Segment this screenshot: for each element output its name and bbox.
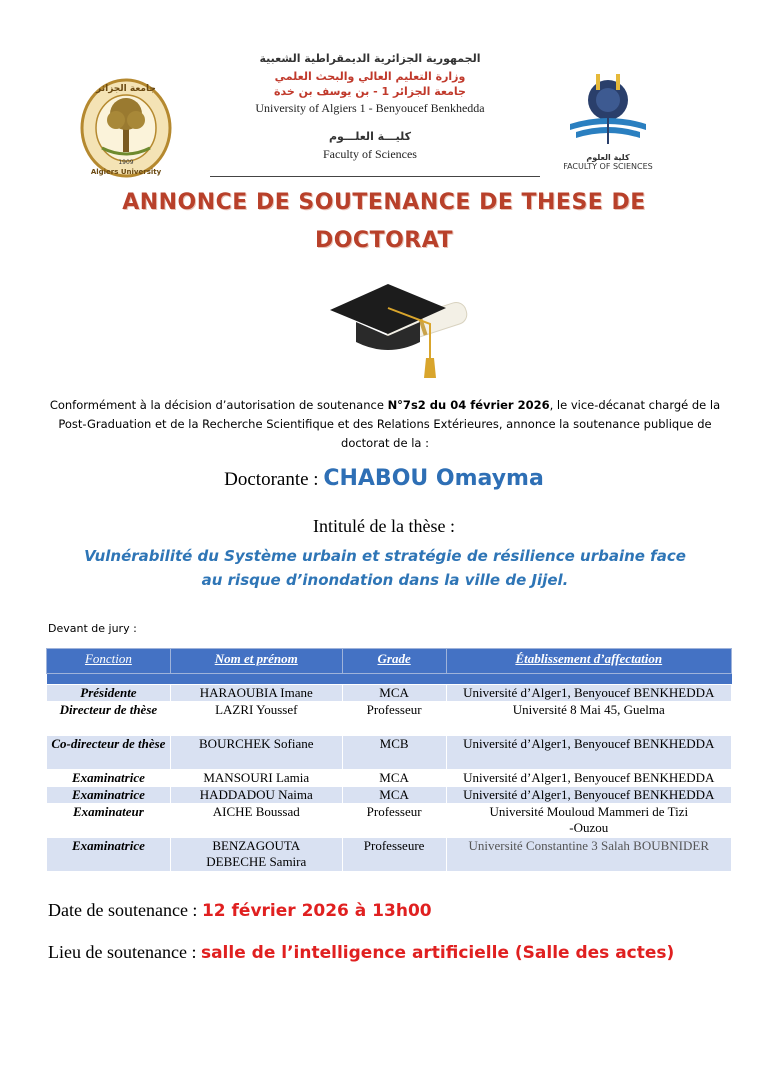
jury-nom: AICHE Boussad — [170, 804, 342, 838]
date-line — [48, 900, 432, 921]
jury-fonction: Examinatrice — [47, 770, 171, 787]
table-row — [47, 702, 732, 736]
jury-etablissement: Université d’Alger1, Benyoucef BENKHEDDA — [446, 787, 731, 804]
jury-intro: Devant de jury : — [48, 622, 137, 635]
jury-grade: MCA — [342, 770, 446, 787]
header-spacer — [47, 674, 732, 685]
header-arabic-faculty: كليـــة العلـــوم — [329, 130, 411, 143]
jury-fonction: Directeur de thèse — [47, 702, 171, 736]
jury-fonction: Examinatrice — [47, 787, 171, 804]
jury-grade: Professeur — [342, 702, 446, 736]
jury-nom: HADDADOU Naima — [170, 787, 342, 804]
jury-grade: MCB — [342, 736, 446, 770]
logo-left-text-top: جامعة الجزائر — [96, 84, 156, 94]
jury-etablissement: Université d’Alger1, Benyoucef BENKHEDDA — [446, 685, 731, 702]
jury-fonction: Co-directeur de thèse — [47, 736, 171, 770]
doctorante-name: CHABOU Omayma — [323, 466, 544, 491]
table-row — [47, 804, 732, 838]
jury-etablissement: Université Constantine 3 Salah BOUBNIDER — [446, 838, 731, 872]
header-etablissement: Établissement d’affectation — [446, 649, 731, 674]
lieu-value: salle de l’intelligence artificielle (Salle des actes) — [200, 943, 675, 963]
jury-table — [46, 648, 732, 872]
table-row — [47, 736, 732, 770]
jury-etablissement: Université d’Alger1, Benyoucef BENKHEDDA — [446, 770, 731, 787]
thesis-title — [50, 544, 720, 592]
table-row — [47, 685, 732, 702]
header-divider — [210, 176, 540, 177]
decision-number: N°7s2 du 04 février 2026 — [387, 398, 550, 412]
jury-nom: HARAOUBIA Imane — [170, 685, 342, 702]
lieu-label: Lieu de soutenance : — [48, 942, 201, 962]
doctorante-label: Doctorante : — [224, 469, 324, 490]
doctorante-line — [0, 466, 768, 491]
lieu-line — [48, 942, 674, 963]
intro-part2: , le vice-décanat chargé de la Post-Graduation et de la Recherche Scientifique et des Relations Extérieures, annonce la soutenance publique de doctorat de la : — [58, 398, 721, 450]
logo-left-text-bottom: Algiers University — [90, 168, 162, 176]
jury-nom: LAZRI Youssef — [170, 702, 342, 736]
header-university-name: University of Algiers 1 - Benyoucef Benkhedda — [255, 101, 485, 115]
jury-grade: Professeure — [342, 838, 446, 872]
intro-paragraph — [40, 396, 730, 453]
jury-etablissement: Université d’Alger1, Benyoucef BENKHEDDA — [446, 736, 731, 770]
jury-header-row — [47, 649, 732, 674]
logo-left-year: 1909 — [118, 159, 134, 166]
jury-grade: Professeur — [342, 804, 446, 838]
thesis-title-line1: Vulnérabilité du Système urbain et stratégie de résilience urbaine face — [84, 547, 686, 565]
header-arabic-ministry: وزارة التعليم العالي والبحث العلمي — [274, 70, 466, 83]
header-grade: Grade — [342, 649, 446, 674]
jury-fonction: Présidente — [47, 685, 171, 702]
jury-nom: BENZAGOUTA DEBECHE Samira — [170, 838, 342, 872]
header-fonction: Fonction — [47, 649, 171, 674]
jury-nom: BOURCHEK Sofiane — [170, 736, 342, 770]
faculty-of-sciences-logo — [566, 72, 650, 152]
table-row — [47, 838, 732, 872]
jury-grade: MCA — [342, 787, 446, 804]
thesis-title-label: Intitulé de la thèse : — [313, 516, 455, 536]
logo-right-label: FACULTY OF SCIENCES — [563, 162, 653, 171]
intro-part1: Conformément à la décision d’autorisation de soutenance — [49, 398, 388, 412]
jury-etablissement: Université Mouloud Mammeri de Tizi -Ouzou — [446, 804, 731, 838]
date-label: Date de soutenance : — [48, 900, 202, 920]
announcement-title-line2: DOCTORAT — [314, 228, 454, 253]
header-arabic-university: جامعة الجزائر 1 - بن يوسف بن خدة — [274, 85, 466, 98]
header-nom: Nom et prénom — [170, 649, 342, 674]
jury-etablissement: Université 8 Mai 45, Guelma — [446, 702, 731, 736]
date-value: 12 février 2026 à 13h00 — [201, 901, 432, 921]
header-arabic-republic: الجمهورية الجزائرية الديمقراطية الشعبية — [259, 52, 481, 65]
table-row — [47, 787, 732, 804]
announcement-title-line1: ANNONCE DE SOUTENANCE DE THESE DE — [122, 190, 646, 215]
graduation-cap-icon — [322, 278, 478, 384]
algiers-university-logo — [80, 78, 172, 178]
jury-fonction: Examinatrice — [47, 838, 171, 872]
header-faculty-name: Faculty of Sciences — [323, 147, 417, 161]
jury-grade: MCA — [342, 685, 446, 702]
logo-right-arabic: كلية العلوم — [586, 153, 630, 162]
jury-nom: MANSOURI Lamia — [170, 770, 342, 787]
jury-fonction: Examinateur — [47, 804, 171, 838]
thesis-title-line2: au risque d’inondation dans la ville de Jijel. — [201, 571, 569, 589]
table-row — [47, 770, 732, 787]
